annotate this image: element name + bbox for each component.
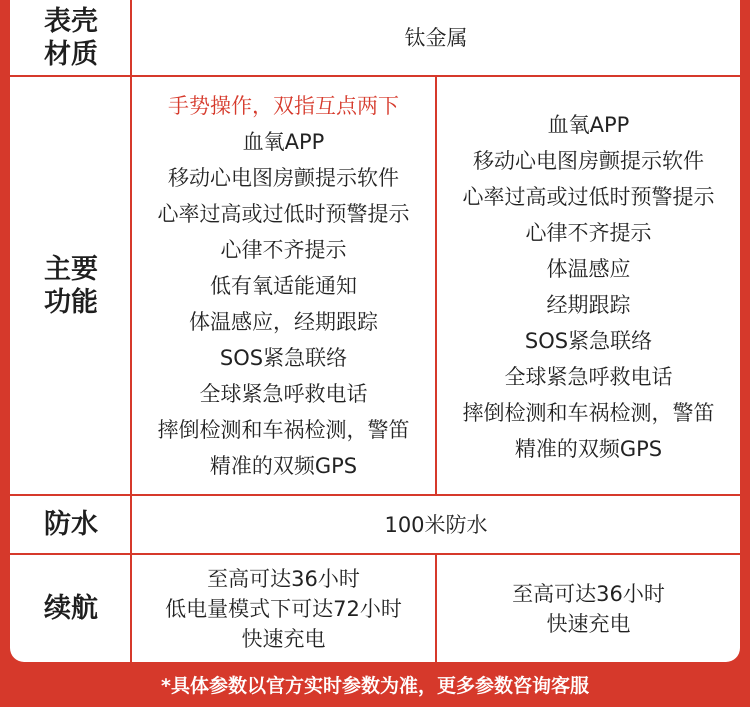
waterproof-value: 100米防水	[384, 512, 488, 537]
features-left-cell	[132, 88, 435, 484]
feature-left-1: 血氧APP	[242, 130, 325, 154]
waterproof-label-text: 防水	[44, 509, 98, 540]
feature-left-3: 心率过高或过低时预警提示	[157, 202, 410, 226]
feature-right-2: 心率过高或过低时预警提示	[462, 185, 715, 209]
material-label	[10, 0, 132, 75]
battery-right-0: 至高可达36小时	[512, 581, 665, 606]
spec-table	[10, 0, 740, 662]
battery-label	[10, 555, 132, 662]
battery-left-cell	[132, 555, 435, 662]
feature-right-9: 精准的双频GPS	[514, 437, 663, 461]
feature-left-4: 心律不齐提示	[220, 238, 347, 262]
feature-left-5: 低有氧适能通知	[210, 274, 357, 298]
feature-right-0: 血氧APP	[547, 113, 630, 137]
battery-right-cell	[437, 555, 740, 662]
feature-left-9: 摔倒检测和车祸检测，警笛	[157, 418, 410, 442]
feature-left-2: 移动心电图房颤提示软件	[168, 166, 399, 190]
waterproof-label	[10, 496, 132, 553]
waterproof-value-cell	[132, 496, 740, 553]
feature-right-1: 移动心电图房颤提示软件	[473, 149, 704, 173]
battery-label-text: 续航	[44, 593, 98, 624]
feature-right-8: 摔倒检测和车祸检测，警笛	[462, 401, 715, 425]
feature-right-4: 体温感应	[546, 257, 631, 281]
feature-right-7: 全球紧急呼救电话	[504, 365, 673, 389]
features-label-line-2: 功能	[44, 286, 98, 318]
battery-right-1: 快速充电	[546, 611, 631, 636]
feature-left-0: 手势操作，双指互点两下	[168, 94, 399, 118]
feature-left-10: 精准的双频GPS	[209, 454, 358, 478]
battery-left-0: 至高可达36小时	[207, 566, 360, 591]
material-label-line-1: 表壳	[44, 5, 98, 37]
feature-left-7: SOS紧急联络	[219, 346, 348, 370]
feature-right-6: SOS紧急联络	[524, 329, 653, 353]
features-label	[10, 77, 132, 494]
feature-left-6: 体温感应，经期跟踪	[189, 310, 378, 334]
material-value: 钛金属	[404, 25, 468, 50]
feature-right-3: 心律不齐提示	[525, 221, 652, 245]
feature-left-8: 全球紧急呼救电话	[199, 382, 368, 406]
battery-left-2: 快速充电	[241, 626, 326, 651]
features-label-line-1: 主要	[44, 253, 98, 285]
footer-note	[0, 662, 750, 707]
material-value-cell	[132, 0, 740, 75]
footer-note-text: *具体参数以官方实时参数为准，更多参数咨询客服	[161, 675, 589, 697]
material-label-line-2: 材质	[44, 38, 98, 70]
features-right-cell	[437, 107, 740, 487]
battery-left-1: 低电量模式下可达72小时	[165, 596, 402, 621]
feature-right-5: 经期跟踪	[546, 293, 631, 317]
